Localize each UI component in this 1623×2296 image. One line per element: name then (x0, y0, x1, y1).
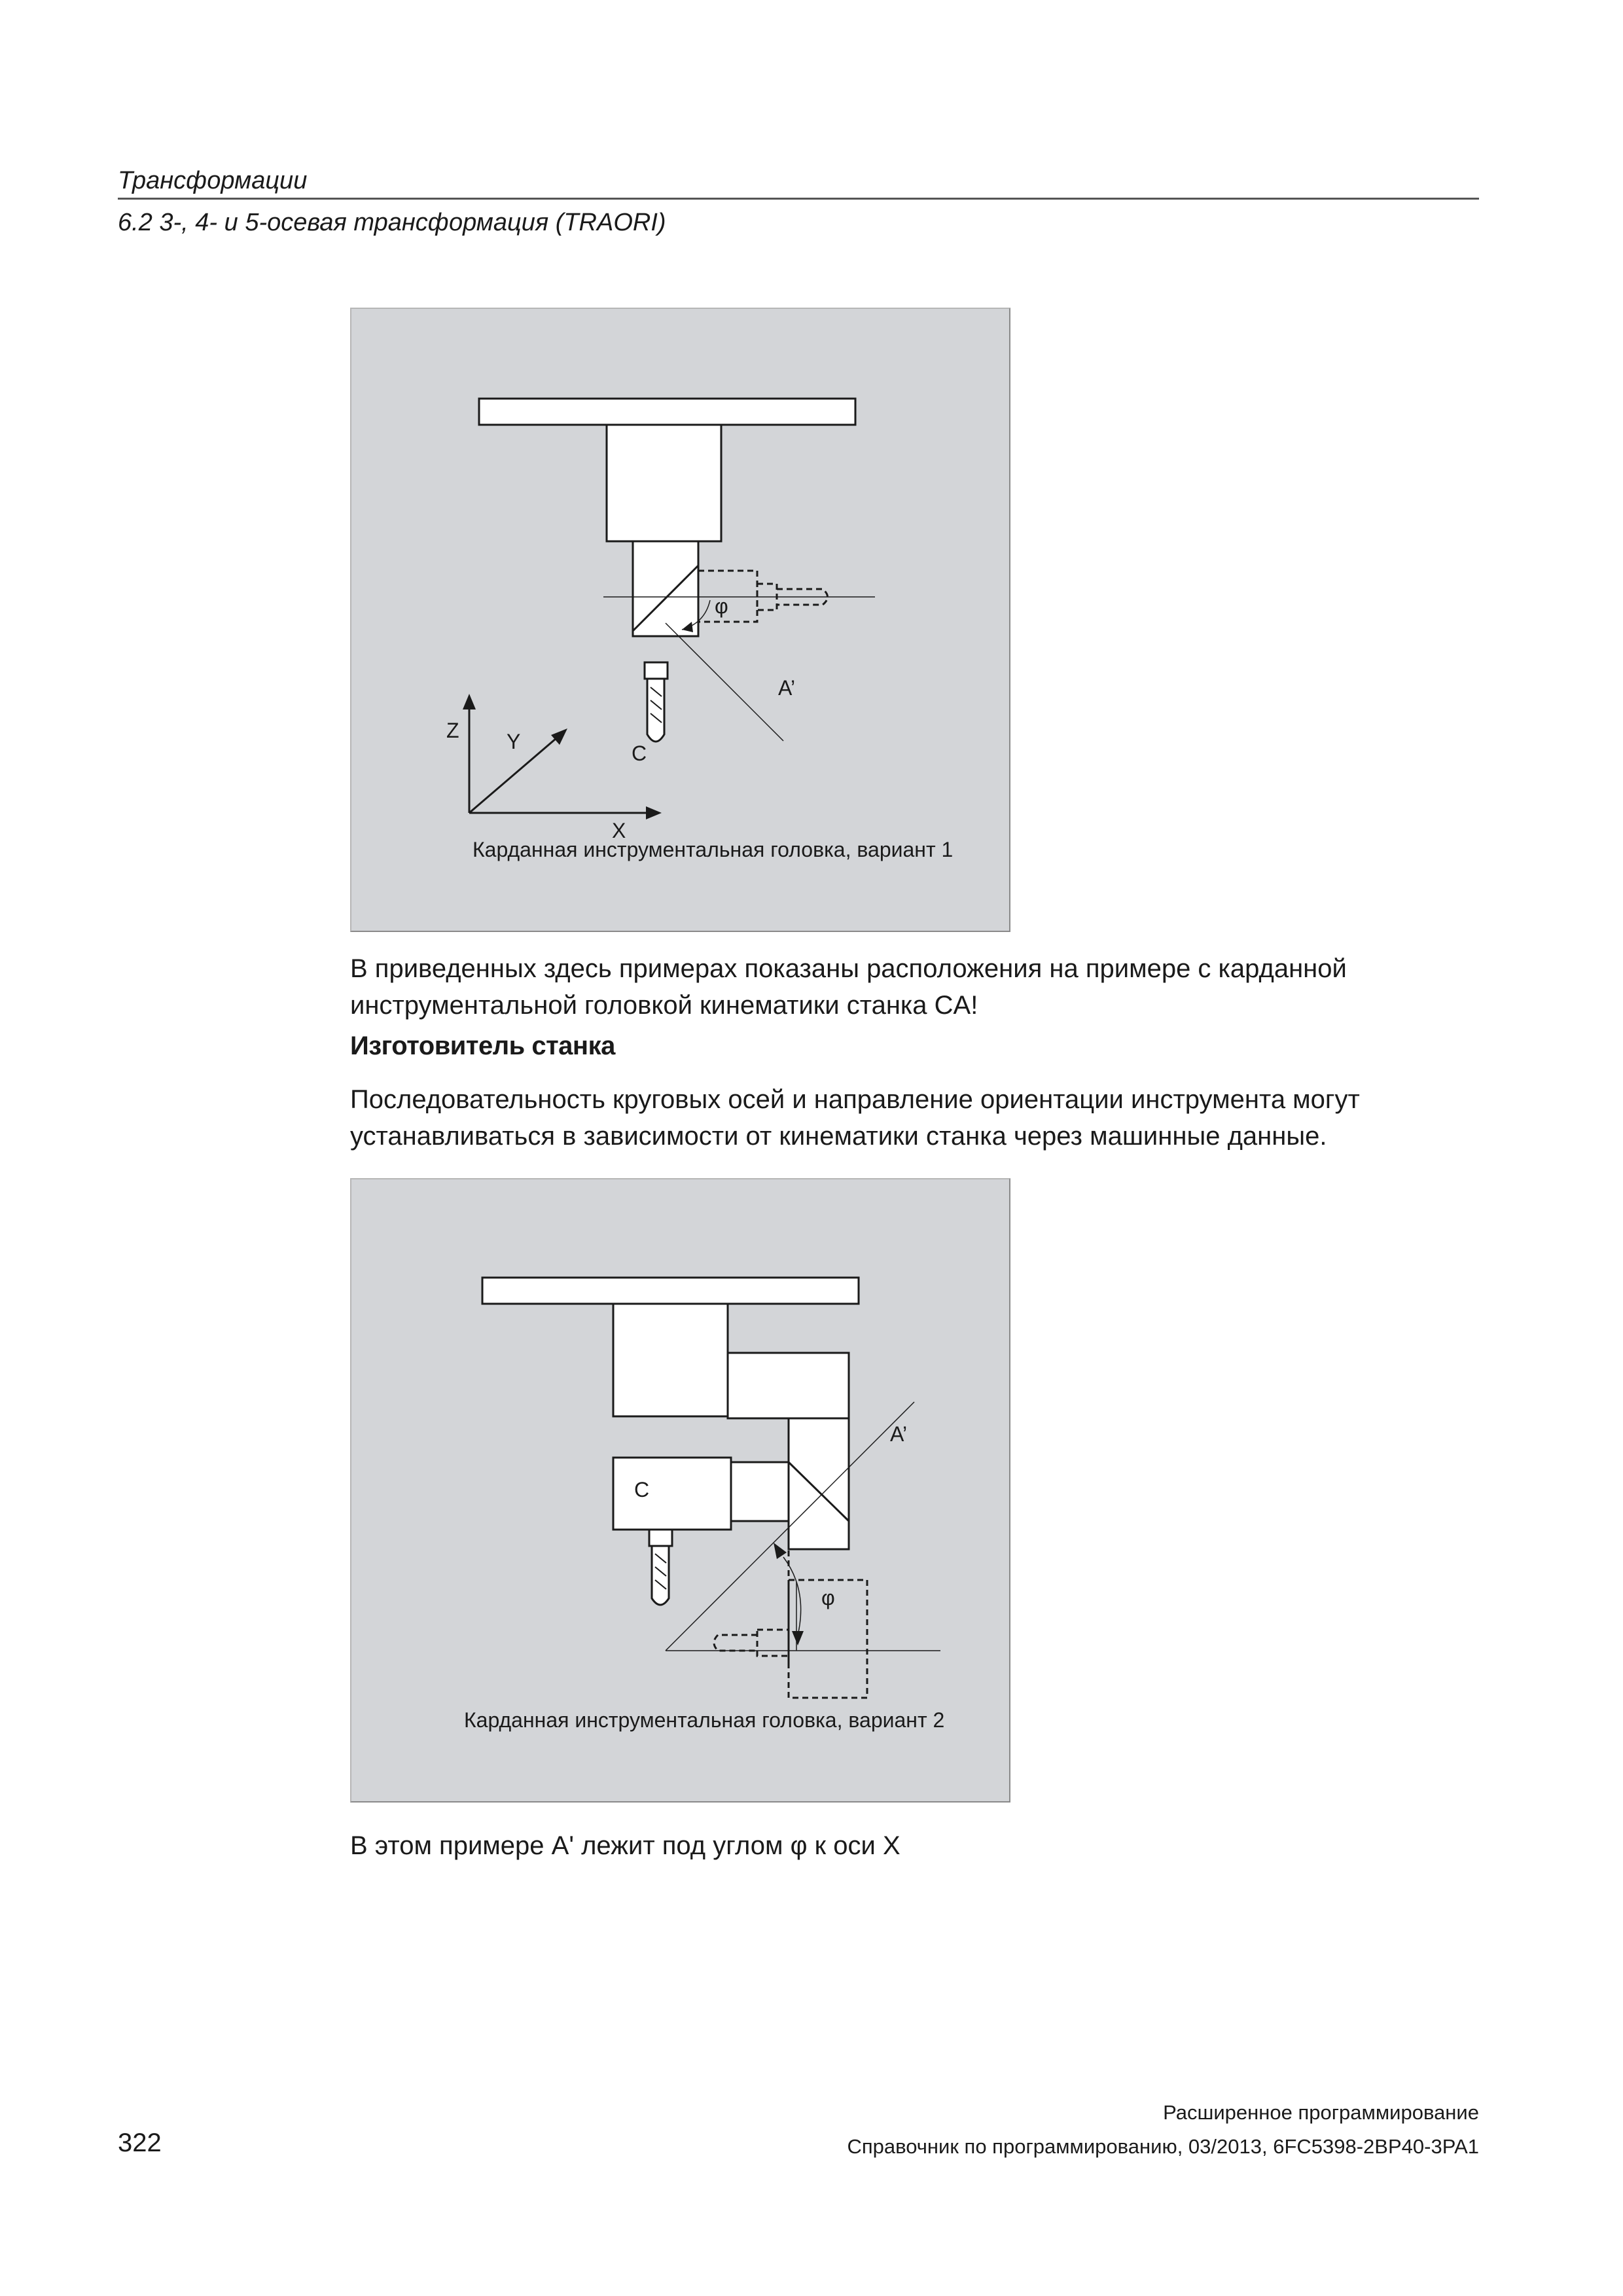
figure-2-caption: Карданная инструментальная головка, вариант 2 (464, 1708, 945, 1732)
label-a-prime: A’ (778, 676, 796, 700)
spindle-housing (607, 425, 721, 541)
y-axis-arrow (551, 728, 567, 745)
label-c: C (632, 742, 647, 765)
machine-table-plate (479, 399, 855, 425)
phi-arc (783, 1557, 801, 1641)
c-axis-block (613, 1458, 731, 1530)
spindle-housing (613, 1304, 728, 1416)
figure-1-caption: Карданная инструментальная головка, вариант 1 (473, 838, 954, 861)
paragraph-machine-data: Последовательность круговых осей и направление ориентации инструмента могут устанавливаться в зависимости от кинематики станка через машинные данные. (350, 1085, 1360, 1151)
figure-cardan-head-variant-2 (350, 1178, 1010, 1803)
footer-reference: Справочник по программированию, 03/2013, 6FC5398-2BP40-3PA1 (847, 2135, 1479, 2158)
running-header-chapter: Трансформации (118, 167, 308, 194)
label-a-prime: A’ (890, 1422, 908, 1446)
figure-cardan-head-variant-1 (350, 308, 1010, 932)
paragraph-angle-note: В этом примере A' лежит под углом φ к оси X (350, 1831, 901, 1860)
label-c: C (634, 1478, 650, 1501)
machine-table-plate (482, 1278, 859, 1304)
paragraph-intro: В приведенных здесь примерах показаны расположения на примере с карданной инструментальной головкой кинематики станка CA! (350, 954, 1347, 1020)
label-y: Y (507, 730, 521, 753)
phi-arrow-head (792, 1631, 804, 1645)
connector-block (731, 1462, 789, 1521)
milling-tool (647, 679, 664, 742)
phi-arrow-tail (774, 1543, 787, 1559)
footer-book-title: Расширенное программирование (1163, 2101, 1479, 2124)
tool-holder (645, 662, 668, 679)
section-heading-machine-manufacturer: Изготовитель станка (350, 1031, 615, 1060)
axis-a-prime-line (666, 623, 783, 741)
z-axis-arrow (463, 694, 476, 709)
label-x: X (612, 819, 626, 842)
label-phi: φ (715, 594, 728, 618)
x-axis-arrow (646, 806, 662, 819)
dashed-tool (714, 1635, 757, 1651)
header-rule (118, 198, 1479, 200)
label-phi: φ (821, 1586, 835, 1609)
label-z: Z (446, 719, 459, 742)
dashed-tool-holder (757, 1630, 789, 1656)
running-header-section: 6.2 3-, 4- и 5-осевая трансформация (TRAORI) (118, 209, 666, 236)
vertical-arm (789, 1418, 849, 1549)
horizontal-arm (728, 1353, 849, 1418)
page-number: 322 (118, 2128, 162, 2157)
tool-holder (649, 1530, 672, 1546)
